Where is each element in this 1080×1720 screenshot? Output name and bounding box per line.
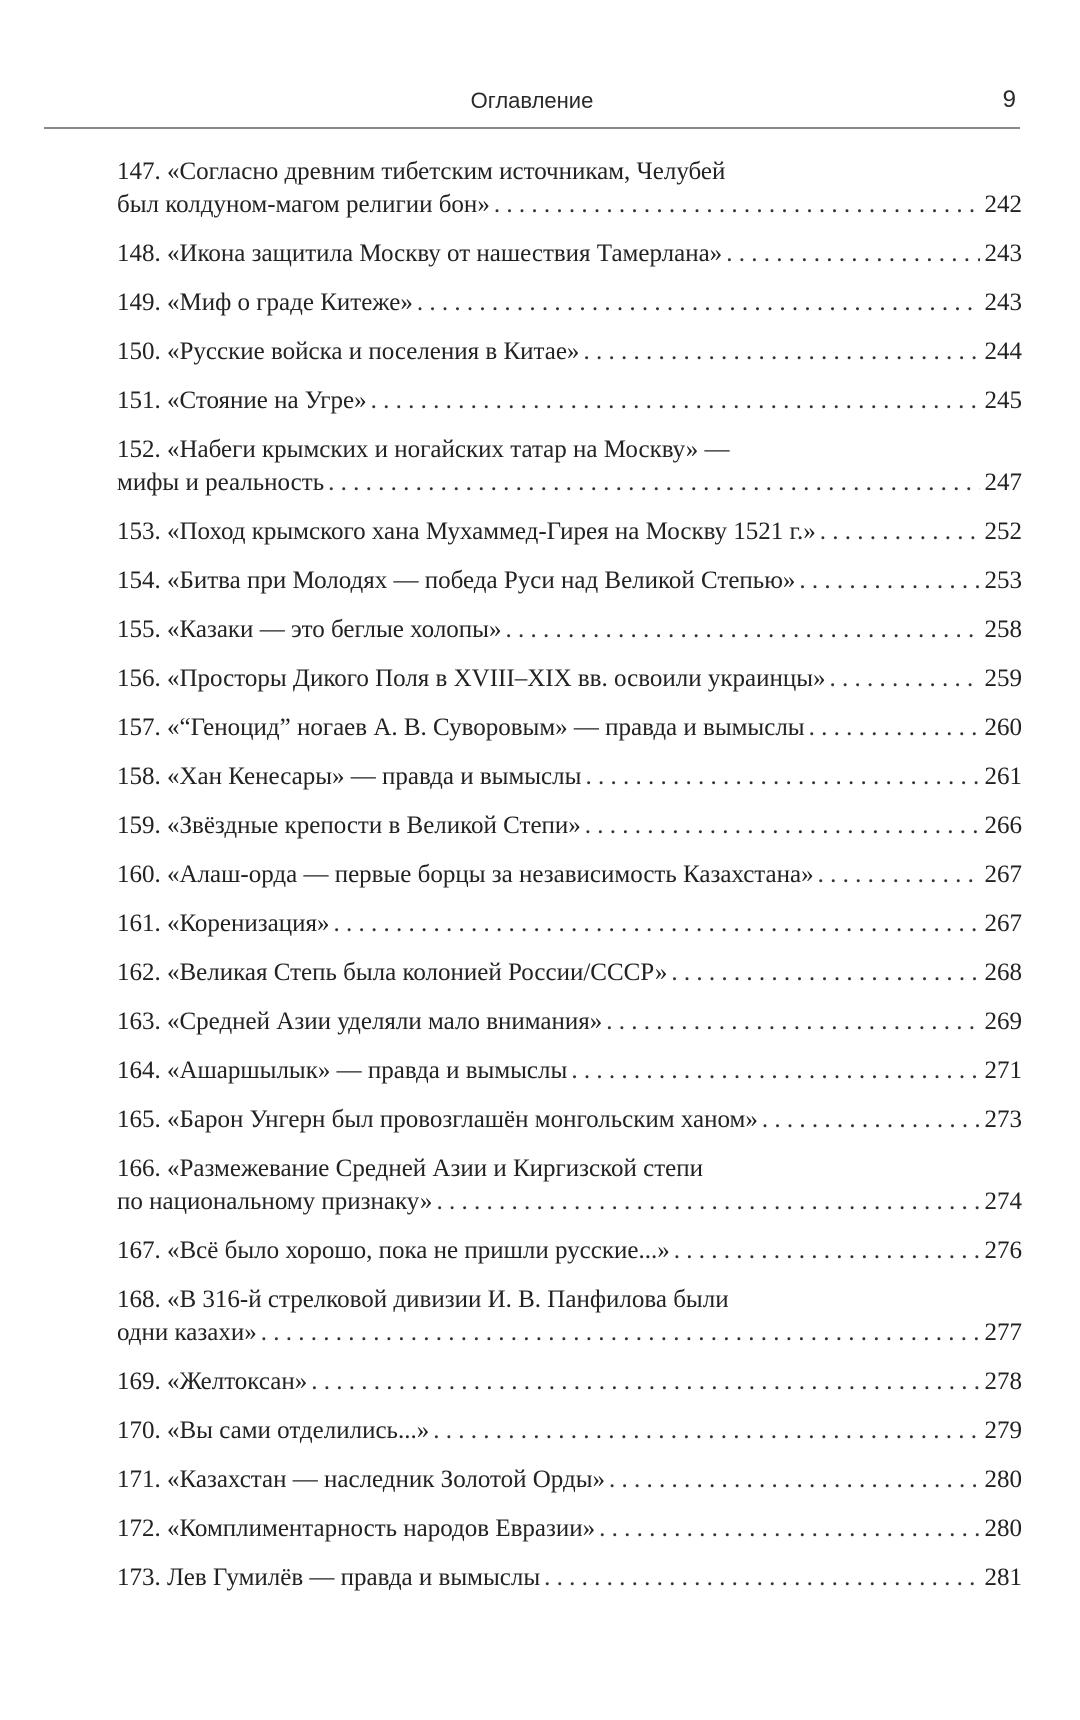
toc-entry-title: по национальному признаку» xyxy=(117,1188,433,1215)
toc-entry-line xyxy=(117,515,1022,548)
toc-entry-page: 271 xyxy=(984,1057,1022,1084)
toc-entry-page: 276 xyxy=(984,1237,1022,1264)
toc-entry xyxy=(117,1561,1022,1594)
dot-leader xyxy=(606,1005,980,1038)
dot-leader xyxy=(609,1463,980,1496)
dot-leader xyxy=(433,1414,980,1447)
table-of-contents xyxy=(117,155,1022,1610)
toc-entry-page: 252 xyxy=(984,518,1022,545)
toc-entry-line xyxy=(117,711,1022,744)
toc-entry-title: 157. «“Геноцид” ногаев А. В. Суворовым» — правда и вымыслы xyxy=(117,714,805,741)
toc-entry-page: 281 xyxy=(984,1564,1022,1591)
dot-leader xyxy=(674,1234,980,1267)
toc-entry-title: 167. «Всё было хорошо, пока не пришли русские...» xyxy=(117,1237,670,1264)
toc-entry-line xyxy=(117,1185,1022,1218)
header-title: Оглавление xyxy=(470,88,594,113)
toc-entry-title: 163. «Средней Азии уделяли мало внимания» xyxy=(117,1008,603,1035)
toc-entry-title: 150. «Русские войска и поселения в Китае» xyxy=(117,338,580,365)
dot-leader xyxy=(818,858,980,891)
toc-entry-page: 280 xyxy=(984,1466,1022,1493)
toc-entry-title: 148. «Икона защитила Москву от нашествия Тамерлана» xyxy=(117,240,723,267)
toc-entry-line xyxy=(117,335,1022,368)
toc-entry-title: 158. «Хан Кенесары» — правда и вымыслы xyxy=(117,763,582,790)
toc-entry-title-line: 152. «Набеги крымских и ногайских татар на Москву» — xyxy=(117,436,730,463)
toc-entry xyxy=(117,662,1022,695)
toc-entry-line xyxy=(117,1463,1022,1496)
toc-entry-title-line: 147. «Согласно древним тибетским источникам, Челубей xyxy=(117,158,726,185)
toc-entry xyxy=(117,335,1022,368)
toc-entry-title: 164. «Ашаршылык» — правда и вымыслы xyxy=(117,1057,568,1084)
toc-entry-page: 253 xyxy=(984,567,1022,594)
dot-leader xyxy=(417,286,980,319)
toc-entry-page: 278 xyxy=(984,1368,1022,1395)
toc-entry-line xyxy=(117,1234,1022,1267)
dot-leader xyxy=(311,1365,980,1398)
toc-entry-page: 260 xyxy=(984,714,1022,741)
toc-entry xyxy=(117,433,1022,499)
dot-leader xyxy=(799,564,980,597)
toc-entry-line xyxy=(117,564,1022,597)
toc-entry-title: 149. «Миф о граде Китеже» xyxy=(117,289,413,316)
toc-entry xyxy=(117,1152,1022,1218)
toc-entry xyxy=(117,858,1022,891)
toc-entry-title: 160. «Алаш-орда — первые борцы за независимость Казахстана» xyxy=(117,861,814,888)
dot-leader xyxy=(371,384,980,417)
toc-entry-page: 269 xyxy=(984,1008,1022,1035)
dot-leader xyxy=(585,760,980,793)
toc-entry-page: 243 xyxy=(984,289,1022,316)
dot-leader xyxy=(585,809,980,842)
toc-entry-page: 267 xyxy=(984,861,1022,888)
toc-entry-line xyxy=(117,384,1022,417)
toc-entry xyxy=(117,809,1022,842)
toc-entry-line xyxy=(117,760,1022,793)
toc-entry-line xyxy=(117,613,1022,646)
toc-entry-line xyxy=(117,662,1022,695)
dot-leader xyxy=(599,1512,980,1545)
toc-entry xyxy=(117,1414,1022,1447)
toc-entry xyxy=(117,711,1022,744)
toc-entry-title: 173. Лев Гумилёв — правда и вымыслы xyxy=(117,1564,541,1591)
toc-entry-title: одни казахи» xyxy=(117,1319,257,1346)
dot-leader xyxy=(583,335,980,368)
toc-entry xyxy=(117,384,1022,417)
dot-leader xyxy=(830,662,981,695)
header-rule xyxy=(44,127,1020,129)
toc-entry-line xyxy=(117,466,1022,499)
toc-entry-page: 243 xyxy=(984,240,1022,267)
toc-entry xyxy=(117,1512,1022,1545)
running-header xyxy=(44,88,1020,128)
toc-entry-title: мифы и реальность xyxy=(117,469,325,496)
toc-entry-title: 151. «Стояние на Угре» xyxy=(117,387,367,414)
toc-entry-title: 154. «Битва при Молодях — победа Руси над Великой Степью» xyxy=(117,567,796,594)
toc-entry xyxy=(117,1005,1022,1038)
toc-entry-page: 280 xyxy=(984,1515,1022,1542)
dot-leader xyxy=(820,515,980,548)
toc-entry-title-line: 168. «В 316-й стрелковой дивизии И. В. Панфилова были xyxy=(117,1286,729,1313)
toc-entry-line xyxy=(117,286,1022,319)
toc-entry-line xyxy=(117,956,1022,989)
dot-leader xyxy=(544,1561,980,1594)
toc-entry-title-line: 166. «Размежевание Средней Азии и Киргизской степи xyxy=(117,1155,704,1182)
toc-entry xyxy=(117,1234,1022,1267)
toc-entry-line xyxy=(117,1414,1022,1447)
toc-entry-line xyxy=(117,858,1022,891)
toc-entry xyxy=(117,613,1022,646)
dot-leader xyxy=(505,613,980,646)
toc-entry-title: 172. «Комплиментарность народов Евразии» xyxy=(117,1515,596,1542)
toc-entry-title: 162. «Великая Степь была колонией России/СССР» xyxy=(117,959,668,986)
toc-entry-page: 267 xyxy=(984,910,1022,937)
toc-entry-page: 259 xyxy=(984,665,1022,692)
toc-entry-page: 277 xyxy=(984,1319,1022,1346)
dot-leader xyxy=(261,1316,980,1349)
dot-leader xyxy=(762,1103,980,1136)
toc-entry-page: 244 xyxy=(984,338,1022,365)
toc-entry-title: 153. «Поход крымского хана Мухаммед-Гирея на Москву 1521 г.» xyxy=(117,518,816,545)
toc-entry-line xyxy=(117,1316,1022,1349)
dot-leader xyxy=(809,711,980,744)
dot-leader xyxy=(671,956,980,989)
dot-leader xyxy=(436,1185,980,1218)
toc-entry-line xyxy=(117,809,1022,842)
toc-entry-page: 245 xyxy=(984,387,1022,414)
toc-entry-title: 156. «Просторы Дикого Поля в XVIII–XIX вв. освоили украинцы» xyxy=(117,665,826,692)
toc-entry-page: 266 xyxy=(984,812,1022,839)
toc-entry-line xyxy=(117,1512,1022,1545)
toc-entry-line xyxy=(117,1054,1022,1087)
toc-entry xyxy=(117,1365,1022,1398)
toc-entry-page: 247 xyxy=(984,469,1022,496)
toc-entry-line xyxy=(117,237,1022,270)
toc-entry xyxy=(117,286,1022,319)
toc-entry xyxy=(117,1054,1022,1087)
toc-entry-page: 268 xyxy=(984,959,1022,986)
toc-entry-line xyxy=(117,1561,1022,1594)
dot-leader xyxy=(494,188,980,221)
toc-entry xyxy=(117,515,1022,548)
dot-leader xyxy=(571,1054,980,1087)
toc-entry xyxy=(117,1463,1022,1496)
toc-entry-page: 242 xyxy=(984,191,1022,218)
dot-leader xyxy=(726,237,980,270)
toc-entry xyxy=(117,155,1022,221)
header-page-number: 9 xyxy=(1002,86,1016,113)
toc-entry-title: 161. «Коренизация» xyxy=(117,910,330,937)
toc-entry xyxy=(117,1283,1022,1349)
toc-entry-page: 273 xyxy=(984,1106,1022,1133)
toc-entry-title: 171. «Казахстан — наследник Золотой Орды» xyxy=(117,1466,605,1493)
toc-entry-page: 279 xyxy=(984,1417,1022,1444)
toc-entry-title: был колдуном-магом религии бон» xyxy=(117,191,490,218)
toc-entry-title: 169. «Желтоксан» xyxy=(117,1368,308,1395)
toc-entry-line xyxy=(117,1005,1022,1038)
toc-entry xyxy=(117,956,1022,989)
toc-entry-title: 155. «Казаки — это беглые холопы» xyxy=(117,616,502,643)
toc-entry-line xyxy=(117,1103,1022,1136)
toc-entry-page: 274 xyxy=(984,1188,1022,1215)
toc-entry-title: 159. «Звёздные крепости в Великой Степи» xyxy=(117,812,581,839)
toc-entry xyxy=(117,237,1022,270)
toc-entry-title: 165. «Барон Унгерн был провозглашён монгольским ханом» xyxy=(117,1106,758,1133)
toc-entry-page: 261 xyxy=(984,763,1022,790)
dot-leader xyxy=(328,466,980,499)
toc-entry xyxy=(117,1103,1022,1136)
toc-entry xyxy=(117,564,1022,597)
toc-entry-line xyxy=(117,1365,1022,1398)
dot-leader xyxy=(334,907,980,940)
toc-entry-page: 258 xyxy=(984,616,1022,643)
toc-entry-line xyxy=(117,188,1022,221)
toc-entry-title: 170. «Вы сами отделились...» xyxy=(117,1417,430,1444)
toc-entry xyxy=(117,760,1022,793)
toc-entry xyxy=(117,907,1022,940)
toc-entry-line xyxy=(117,907,1022,940)
